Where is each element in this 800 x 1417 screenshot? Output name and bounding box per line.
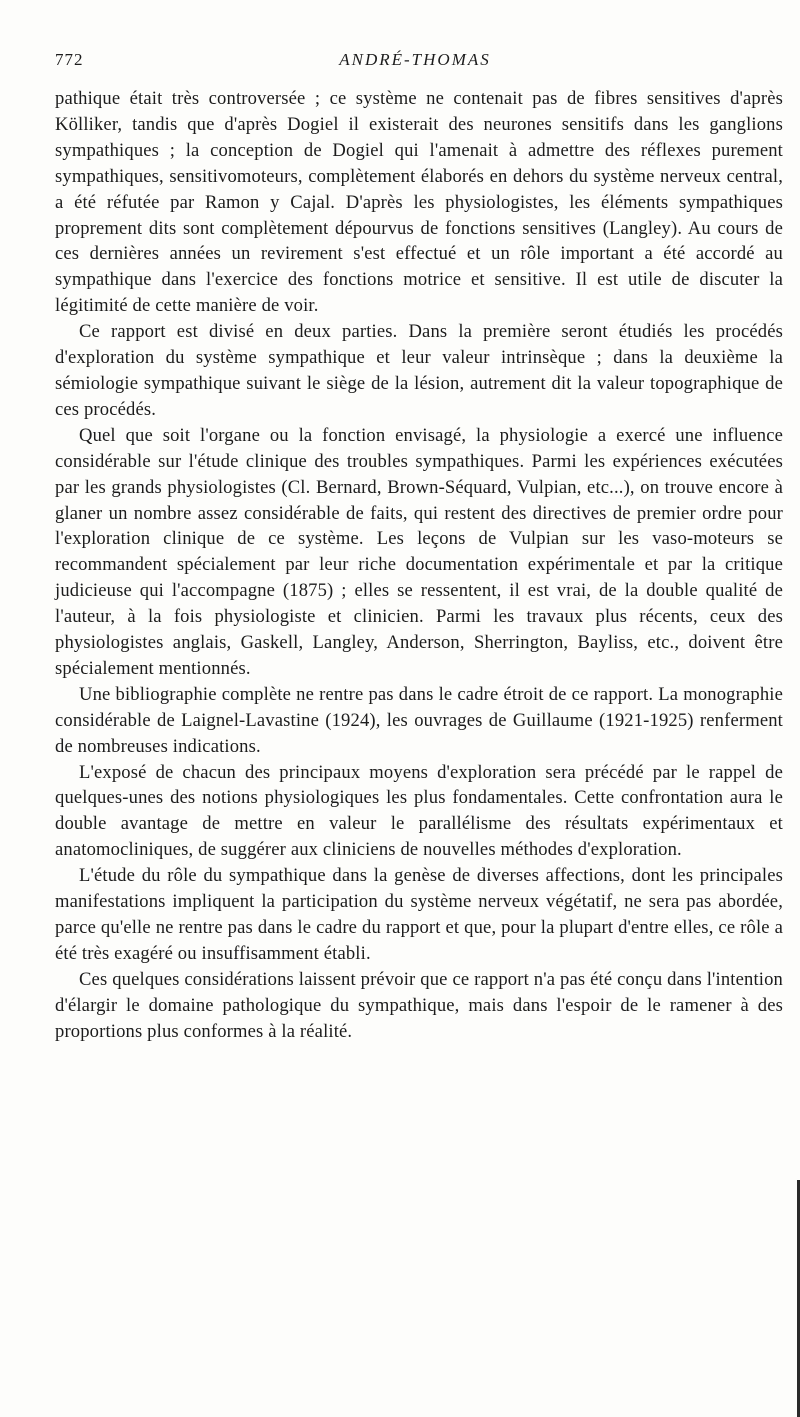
paragraph-method: L'exposé de chacun des principaux moyens d'exploration sera précédé par le rappel de quelques-unes des notions physiologiques les plus fondamentales. Cette confrontation aura le double avantage de mettre en valeur le parallélisme des résultats expérimentaux et anatomocliniques, de suggérer aux cliniciens de nouvelles méthodes d'exploration. [55, 761, 783, 861]
paragraph-conclusion: Ces quelques considérations laissent prévoir que ce rapport n'a pas été conçu dans l'intention d'élargir le domaine pathologique du sympathique, mais dans l'espoir de le ramener à des proportions plus conformes à la réalité. [55, 968, 783, 1042]
paragraph-bibliography: Une bibliographie complète ne rentre pas dans le cadre étroit de ce rapport. La monographie considérable de Laignel-Lavastine (1924), les ouvrages de Guillaume (1921-1925) renferment de nombreuses indications. [55, 683, 783, 757]
paragraph-continuation: pathique était très controversée ; ce système ne contenait pas de fibres sensitives d'après Kölliker, tandis que d'après Dogiel il existerait des neurones sensitifs dans les ganglions sympathiques ; la conception de Dogiel qui l'amenait à admettre des réflexes purement sympathiques, sensitivomoteurs, complètement élaborés en dehors du système nerveux central, a été réfutée par Ramon y Cajal. D'après les physiologistes, les éléments sympathiques proprement dits sont complètement dépourvus de fonctions sensitives (Langley). Au cours de ces dernières années un revirement s'est effectué et un rôle important a été accordé au sympathique dans l'exercice des fonctions motrice et sensitive. Il est utile de discuter la légitimité de cette manière de voir. [55, 88, 783, 317]
running-head [55, 50, 775, 74]
body-text [55, 86, 783, 1045]
paragraph-physiology: Quel que soit l'organe ou la fonction envisagé, la physiologie a exercé une influence considérable sur l'étude clinique des troubles sympathiques. Parmi les expériences exécutées par les grands physiologistes (Cl. Bernard, Brown-Séquard, Vulpian, etc...), on trouve encore à glaner un nombre assez considérable de faits, qui restent des directives de premier ordre pour l'exploration clinique de ce système. Les leçons de Vulpian sur les vaso-moteurs se recommandent spécialement par leur riche documentation expérimentale et par la critique judicieuse qui l'accompagne (1875) ; elles se ressentent, il est vrai, de la double qualité de l'auteur, à la fois physiologiste et clinicien. Parmi les travaux plus récents, ceux des physiologistes anglais, Gaskell, Langley, Anderson, Sherrington, Bayliss, etc., doivent être spécialement mentionnés. [55, 424, 783, 679]
paragraph-scope: L'étude du rôle du sympathique dans la genèse de diverses affections, dont les principales manifestations impliquent la participation du système nerveux végétatif, ne sera pas abordée, parce qu'elle ne rentre pas dans le cadre du rapport et que, pour la plupart d'entre elles, ce rôle a été très exagéré ou insuffisamment établi. [55, 865, 783, 964]
page-number: 772 [55, 50, 84, 69]
running-title: ANDRÉ-THOMAS [339, 50, 491, 69]
paragraph-plan: Ce rapport est divisé en deux parties. Dans la première seront étudiés les procédés d'exploration du système sympathique et leur valeur intrinsèque ; dans la deuxième la sémiologie sympathique suivant le siège de la lésion, autrement dit la valeur topographique de ces procédés. [55, 321, 783, 420]
